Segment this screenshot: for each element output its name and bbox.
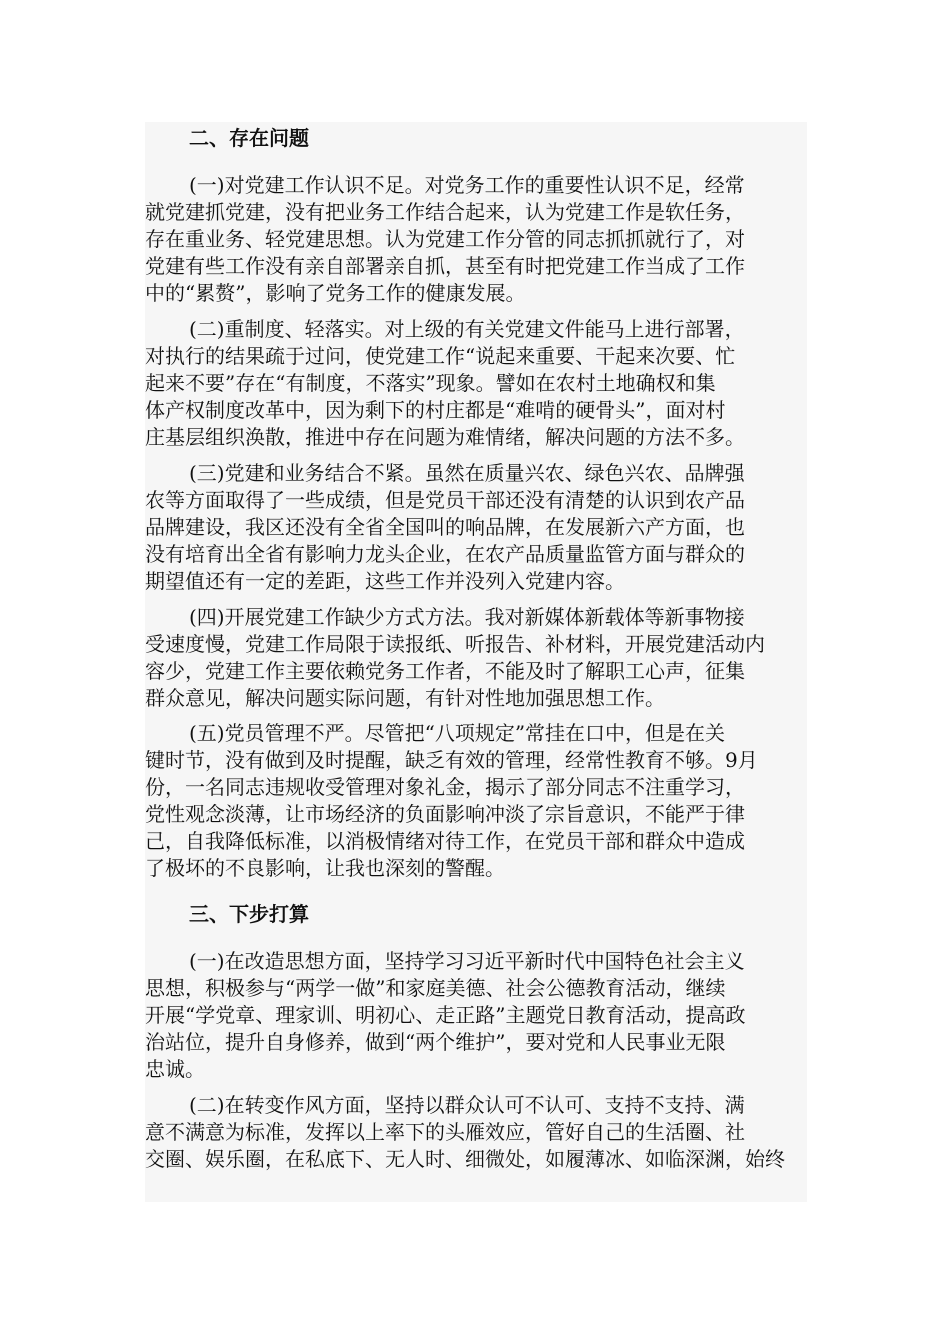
text-line: (一)对党建工作认识不足。对党务工作的重要性认识不足，经常 <box>189 173 745 197</box>
text-line: 起来不要”存在“有制度，不落实”现象。譬如在农村土地确权和集 <box>145 371 716 395</box>
text-line: (五)党员管理不严。尽管把“八项规定”常挂在口中，但是在关 <box>189 721 726 745</box>
section-heading-problems: 二、存在问题 <box>189 126 309 150</box>
paragraph-problem-2 <box>145 316 807 451</box>
text-line: 键时节，没有做到及时提醒，缺乏有效的管理，经常性教育不够。9月 <box>145 748 758 772</box>
section-heading-next-steps: 三、下步打算 <box>189 902 309 926</box>
text-line: 交圈、娱乐圈，在私底下、无人时、细微处，如履薄冰、如临深渊，始终 <box>145 1147 785 1171</box>
paragraph-plan-1 <box>145 948 807 1083</box>
paragraph-problem-3 <box>145 460 807 595</box>
text-line: 思想，积极参与“两学一做”和家庭美德、社会公德教育活动，继续 <box>145 976 726 1000</box>
paragraph-plan-2 <box>145 1092 807 1173</box>
text-line: 就党建抓党建，没有把业务工作结合起来，认为党建工作是软任务， <box>145 200 745 224</box>
paragraph-problem-5 <box>145 720 807 882</box>
text-line: 群众意见，解决问题实际问题，有针对性地加强思想工作。 <box>145 686 665 710</box>
text-line: 党性观念淡薄，让市场经济的负面影响冲淡了宗旨意识，不能严于律 <box>145 802 745 826</box>
text-line: 农等方面取得了一些成绩，但是党员干部还没有清楚的认识到农产品 <box>145 488 745 512</box>
paragraph-problem-1 <box>145 172 807 307</box>
text-line: 治站位，提升自身修养，做到“两个维护”，要对党和人民事业无限 <box>145 1030 726 1054</box>
text-line: 份，一名同志违规收受管理对象礼金，揭示了部分同志不注重学习， <box>145 775 745 799</box>
text-line: 中的“累赘”，影响了党务工作的健康发展。 <box>145 281 526 305</box>
text-line: 了极坏的不良影响，让我也深刻的警醒。 <box>145 856 505 880</box>
text-line: 体产权制度改革中，因为剩下的村庄都是“难啃的硬骨头”，面对村 <box>145 398 726 422</box>
text-line: (四)开展党建工作缺少方式方法。我对新媒体新载体等新事物接 <box>189 605 745 629</box>
document-page <box>145 122 807 1202</box>
text-line: 忠诚。 <box>145 1057 205 1081</box>
text-line: 对执行的结果疏于过问，使党建工作“说起来重要、干起来次要、忙 <box>145 344 736 368</box>
text-line: 期望值还有一定的差距，这些工作并没列入党建内容。 <box>145 569 625 593</box>
text-line: (二)在转变作风方面，坚持以群众认可不认可、支持不支持、满 <box>189 1093 745 1117</box>
text-line: (三)党建和业务结合不紧。虽然在质量兴农、绿色兴农、品牌强 <box>189 461 745 485</box>
text-line: 没有培育出全省有影响力龙头企业，在农产品质量监管方面与群众的 <box>145 542 745 566</box>
text-line: 开展“学党章、理家训、明初心、走正路”主题党日教育活动，提高政 <box>145 1003 746 1027</box>
text-line: 容少，党建工作主要依赖党务工作者，不能及时了解职工心声，征集 <box>145 659 745 683</box>
text-line: 存在重业务、轻党建思想。认为党建工作分管的同志抓抓就行了，对 <box>145 227 745 251</box>
text-line: (二)重制度、轻落实。对上级的有关党建文件能马上进行部署， <box>189 317 745 341</box>
text-line: 品牌建设，我区还没有全省全国叫的响品牌，在发展新六产方面，也 <box>145 515 745 539</box>
text-line: 受速度慢，党建工作局限于读报纸、听报告、补材料，开展党建活动内 <box>145 632 765 656</box>
text-line: (一)在改造思想方面，坚持学习习近平新时代中国特色社会主义 <box>189 949 745 973</box>
paragraph-problem-4 <box>145 604 807 712</box>
text-line: 庄基层组织涣散，推进中存在问题为难情绪，解决问题的方法不多。 <box>145 425 745 449</box>
text-line: 己，自我降低标准，以消极情绪对待工作，在党员干部和群众中造成 <box>145 829 745 853</box>
text-line: 党建有些工作没有亲自部署亲自抓，甚至有时把党建工作当成了工作 <box>145 254 745 278</box>
text-line: 意不满意为标准，发挥以上率下的头雁效应，管好自己的生活圈、社 <box>145 1120 745 1144</box>
